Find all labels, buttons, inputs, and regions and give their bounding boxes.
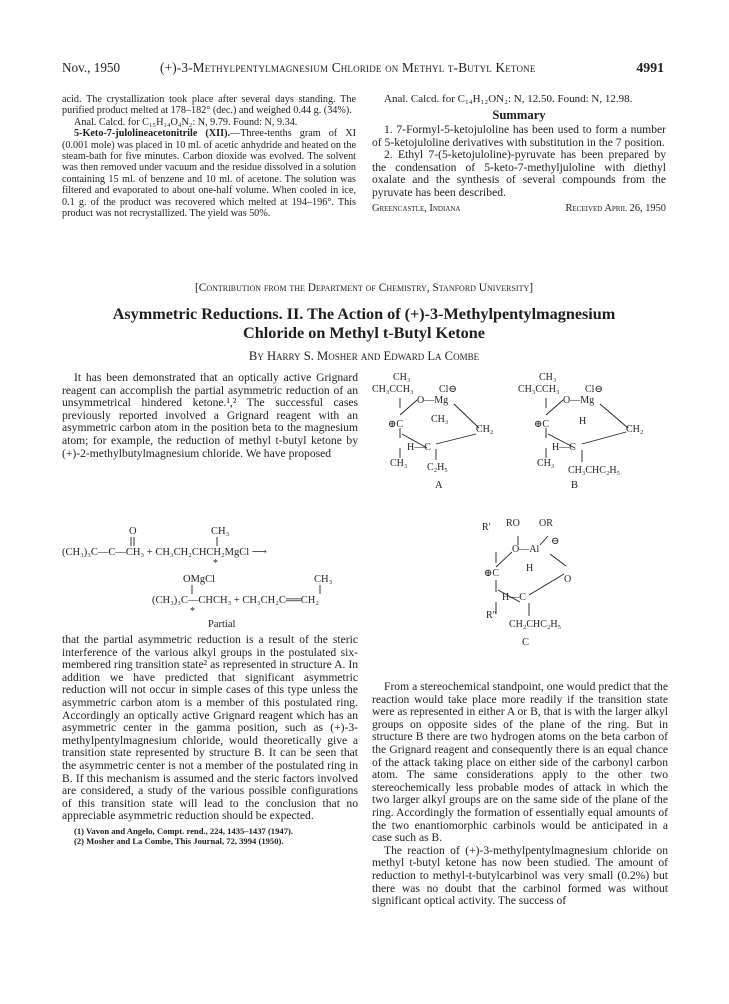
struct-b-text: CH₃CHC₂H₅ xyxy=(568,465,621,476)
struct-b-text: Cl⊖ xyxy=(585,384,603,395)
struct-c-text: H xyxy=(526,563,534,574)
structures-figure xyxy=(372,370,668,660)
paragraph-text: —Three-tenths gram of XI (0.001 mole) was placed in 10 ml. of acetic anhydride and heated on the steam-bath for five minutes. Carbon dioxide was evolved. The solvent was then removed under vacuum and the residue dissolved in a solution containing 15 ml. of benzene and 10 ml. of acetone. The solution was filtered and evaporated to about one-half volume. When cooled in ice, 0.1 g. of the product was recovered which melted at 194–196°. This product was not recrystallized. The yield was 50%. xyxy=(62,128,356,220)
scheme-methyl: CH₃ xyxy=(211,526,230,537)
paragraph: that the partial asymmetric reduction is a result of the steric interference of the various alkyl groups in the postulated six-membered ring transition state² as represented in structure A. In addition we have predicted that significant asymmetric reduction will not occur in simple cases of this type unless the asymmetric carbon atom is a member of this postulated ring. Accordingly an optically active Grignard reagent which has an asymmetric center in the gamma position, such as (+)-3-methylpentylmagnesium chloride, would theoretically give a transition state represented by structure B. It can be seen that the asymmetric center is not a member of the postulated ring in B. If this mechanism is assumed and the steric factors involved are considered, a study of the various possible configurations of this transition state will lead to the conclusion that no appreciable asymmetric reduction should be expected. xyxy=(62,633,358,823)
struct-b-text: CH₃ xyxy=(537,458,555,469)
struct-b-text: H—C xyxy=(552,442,576,453)
footnote: (2) Mosher and La Combe, This Journal, 72, 3994 (1950). xyxy=(74,835,284,846)
scheme-reaction-2: (CH₃)₃C—CHCH₃ + CH₃CH₂C══CH₂ xyxy=(152,595,320,606)
struct-a-text: H—C xyxy=(407,442,431,453)
contribution-line: [Contribution from the Department of Chemistry, Stanford University] xyxy=(194,282,534,294)
top-right-column xyxy=(372,94,666,216)
struct-b-text: H xyxy=(579,416,587,427)
struct-b-text: O—Mg xyxy=(563,395,595,406)
footnotes xyxy=(62,826,358,846)
page-number: 4991 xyxy=(636,60,664,75)
struct-a-text: CH₃ xyxy=(390,458,408,469)
reaction-scheme-svg xyxy=(62,524,358,628)
body-left-intro xyxy=(62,372,358,460)
structure-c-label: C xyxy=(522,637,530,648)
struct-a-text: CH₃CCH₃ xyxy=(372,384,414,395)
analysis-line: Anal. Calcd. for C₁₄H₁₂ON₂: N, 12.50. Found: N, 12.98. xyxy=(384,93,633,105)
struct-a-text: C₂H₅ xyxy=(427,462,448,473)
compound-heading: 5-Keto-7-julolineacetonitrile (XII). xyxy=(74,128,231,140)
struct-b-text: CH₂ xyxy=(626,424,644,435)
scheme-omgcl: OMgCl xyxy=(183,574,216,585)
body-left-main xyxy=(62,634,358,846)
struct-c-text: ⊕C xyxy=(484,568,500,579)
article-title xyxy=(62,305,666,343)
asymmetric-star: * xyxy=(213,558,218,569)
received-date: Received April 26, 1950 xyxy=(565,202,666,214)
scheme-partial-label: Partial xyxy=(208,619,236,628)
summary-heading: Summary xyxy=(492,108,546,123)
structure-b-label: B xyxy=(571,480,579,491)
scheme-reaction-1: (CH₃)₃C—C—CH₃ + CH₃CH₂CHCH₂MgCl ⟶ xyxy=(62,547,267,558)
analysis-line: Anal. Calcd. for C₁₅H₁₄O₄N₂: N, 9.79. Found: N, 9.34. xyxy=(74,116,298,128)
header-running-title: (+)-3-Methylpentylmagnesium Chloride on Methyl t-Butyl Ketone xyxy=(160,60,536,75)
place: Greencastle, Indiana xyxy=(372,202,461,214)
struct-c-text: O—Al xyxy=(512,544,540,555)
header-date: Nov., 1950 xyxy=(62,60,121,75)
struct-a-text: O—Mg xyxy=(417,395,449,406)
struct-c-text: CH₂CHC₂H₅ xyxy=(509,619,562,630)
summary-item: 1. 7-Formyl-5-ketojuloline has been used to form a number of 5-ketojuloline derivatives with substitution in the 7 position. xyxy=(372,123,666,149)
struct-c-text: RO xyxy=(506,518,520,529)
struct-a-text: Cl⊖ xyxy=(439,384,457,395)
reaction-scheme xyxy=(62,524,358,628)
struct-a-text: CH₂ xyxy=(476,424,494,435)
struct-b-text: ⊕C xyxy=(534,419,550,430)
paragraph xyxy=(62,128,356,219)
byline: By Harry S. Mosher and Edward La Combe xyxy=(248,349,480,363)
structure-a-label: A xyxy=(435,480,443,491)
struct-b-text: CH₃ xyxy=(539,372,557,383)
struct-a-text: ⊕C xyxy=(388,419,404,430)
place-received-line xyxy=(372,203,666,216)
struct-c-text: O xyxy=(564,574,572,585)
paragraph: From a stereochemical standpoint, one would predict that the reaction would take place more readily if the transition state were as represented in either A or B, that is with the larger alkyl groups on opposite sides of the plane of the ring. But in structure B there are two hydrogen atoms on the beta carbon of the Grignard reagent and consequently there is an equal chance of the attack taking place on either side of the carbonyl carbon atom. The same considerations apply to the other two stereochemically less probable modes of attack in which the two larger alkyl groups are on the same side of the plane of the ring. Accordingly the formation of essentially equal amounts of the two enantiomorphic carbinols would be anticipated in a case such as B. xyxy=(372,680,668,845)
struct-c-text: H—C xyxy=(502,592,526,603)
structures-svg xyxy=(372,370,668,660)
struct-c-text: R″ xyxy=(486,610,497,621)
title-line: Chloride on Methyl t-Butyl Ketone xyxy=(243,324,485,342)
paragraph: The reaction of (+)-3-methylpentylmagnesium chloride on methyl t-butyl ketone has now been studied. The amount of reduction to methyl-t-butylcarbinol was very small (0.2%) but there was no doubt that the carbinol formed was without significant optical activity. The success of xyxy=(372,843,668,908)
summary-item: 2. Ethyl 7-(5-ketojuloline)-pyruvate has been prepared by the condensation of 5-keto-7-methyljuloline with diethyl oxalate and the synthesis of several compounds from the pyruvate has been described. xyxy=(372,148,666,199)
scheme-oxygen: O xyxy=(129,526,137,537)
struct-a-text: CH₃ xyxy=(393,372,411,383)
asymmetric-star: * xyxy=(190,606,195,617)
footnote: (1) Vavon and Angelo, Compt. rend., 224, 1435–1437 (1947). xyxy=(74,825,294,836)
struct-b-text: CH₃CCH₃ xyxy=(518,384,560,395)
body-right-column xyxy=(372,681,668,908)
struct-a-text: CH₃ xyxy=(431,414,449,425)
paragraph: acid. The crystallization took place after several days standing. The purified product melted at 178–182° (dec.) and weighed 0.44 g. (34%). xyxy=(62,94,356,117)
struct-c-text: OR xyxy=(539,518,553,529)
paragraph: It has been demonstrated that an optically active Grignard reagent can accomplish the partial asymmetric reduction of an unsymmetrical hindered ketone.¹,² The successful cases previously reported involved a Grignard reagent with an asymmetric carbon atom in the position beta to the magnesium atom; for example, the reduction of methyl t-butyl ketone by (+)-2-methylbutylmagnesium chloride. We have proposed xyxy=(62,371,358,460)
struct-c-text: R′ xyxy=(482,522,491,533)
scheme-methyl-2: CH₃ xyxy=(314,574,333,585)
top-left-column xyxy=(62,94,356,219)
struct-c-text: ⊖ xyxy=(551,536,560,547)
title-line: Asymmetric Reductions. II. The Action of (+)-3-Methylpentylmagnesium xyxy=(112,305,616,323)
